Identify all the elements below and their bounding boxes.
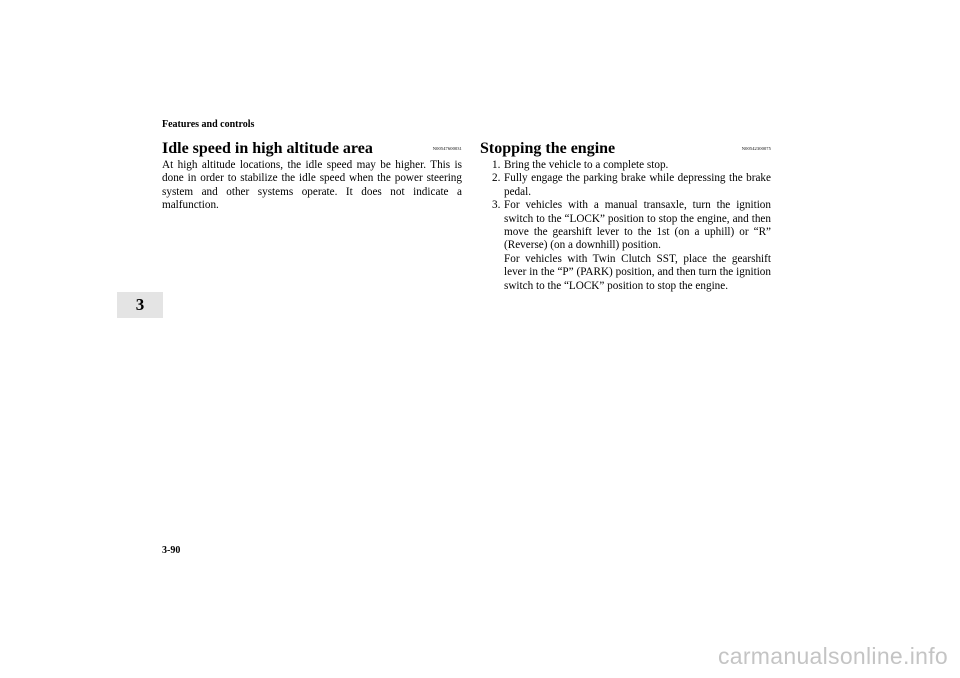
- left-column: [162, 133, 462, 224]
- stopping-engine-reference-code: N00542300075: [741, 145, 771, 151]
- chapter-number: 3: [135, 295, 145, 314]
- idle-speed-reference-code: N00547600031: [432, 145, 462, 151]
- step-number: 1.: [492, 159, 501, 171]
- step-text: Fully engage the parking brake while depressing the brake pedal.: [504, 172, 771, 198]
- stopping-engine-heading-row: [480, 133, 771, 159]
- page-number: 3-90: [162, 545, 181, 556]
- chapter-tab: [117, 292, 163, 318]
- stopping-engine-heading: Stopping the engine: [480, 140, 616, 157]
- step-number: 3.: [492, 199, 501, 212]
- idle-speed-heading-row: [162, 133, 462, 159]
- watermark-logo: carmanualsonline.info: [717, 643, 948, 669]
- step-item: [492, 172, 771, 199]
- right-column: [480, 133, 771, 293]
- step-text: For vehicles with a manual transaxle, turn the ignition switch to the “LOCK” position to stop the engine, and then move the gearshift lever to the 1st (on a uphill) or “R” (Reverse) (on a downhill) position.: [504, 199, 771, 252]
- step-text: Bring the vehicle to a complete stop.: [504, 159, 669, 171]
- stopping-engine-steps: [480, 159, 771, 293]
- step-number: 2.: [492, 172, 501, 185]
- section-header: Features and controls: [162, 119, 255, 130]
- step-item: [492, 159, 771, 172]
- step-item: [492, 199, 771, 293]
- step-text: For vehicles with Twin Clutch SST, place the gearshift lever in the “P” (PARK) position, and then turn the ignition switch to the “LOCK” position to stop the engine.: [504, 252, 771, 292]
- idle-speed-paragraph: At high altitude locations, the idle speed may be higher. This is done in order to stabilize the idle speed when the power steering system and other systems operate. It does not indicate a malfunction.: [162, 159, 462, 212]
- idle-speed-heading: Idle speed in high altitude area: [162, 140, 373, 157]
